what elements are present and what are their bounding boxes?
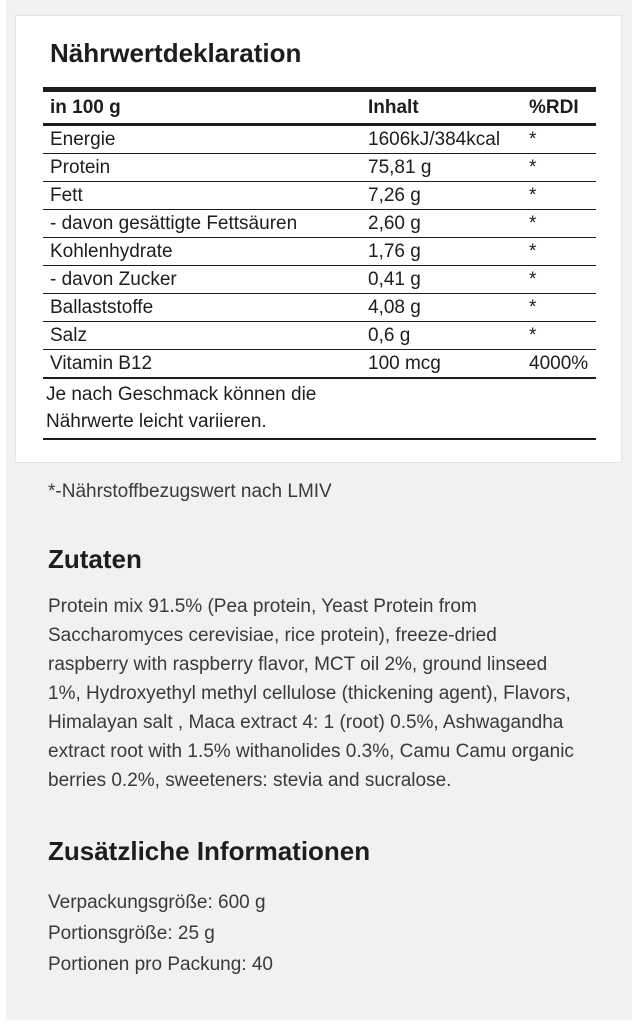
nutrient-rdi-cell: * (526, 125, 596, 154)
nutrient-label-cell: - davon gesättigte Fettsäuren (43, 210, 368, 238)
rdi-reference-note: *-Nährstoffbezugswert nach LMIV (48, 481, 332, 502)
nutrient-value-cell: 0,41 g (368, 266, 526, 294)
additional-info-list (48, 887, 577, 980)
nutrient-label-cell: Fett (43, 182, 368, 210)
additional-info-line: Portionsgröße: 25 g (48, 923, 215, 944)
nutrient-label-cell: Salz (43, 322, 368, 350)
table-row (43, 154, 596, 182)
nutrient-value-cell: 2,60 g (368, 210, 526, 238)
nutrient-rdi-cell: * (526, 266, 596, 294)
nutrient-value-cell: 0,6 g (368, 322, 526, 350)
nutrient-rdi-cell: * (526, 182, 596, 210)
nutrient-rdi-cell: * (526, 322, 596, 350)
nutrient-label-cell: Kohlenhydrate (43, 238, 368, 266)
nutrient-rdi-cell: * (526, 210, 596, 238)
nutrient-value-cell: 75,81 g (368, 154, 526, 182)
footnote-row (43, 378, 596, 439)
nutrition-table-header (43, 90, 596, 125)
table-row (43, 350, 596, 379)
nutrition-table (43, 87, 596, 440)
nutrient-label-cell: Protein (43, 154, 368, 182)
table-row (43, 238, 596, 266)
col-header-inhalt: Inhalt (368, 90, 526, 125)
ingredients-text: Protein mix 91.5% (Pea protein, Yeast Protein from Saccharomyces cerevisiae, rice protein), freeze-dried raspberry with raspberry flavor, MCT oil 2%, ground linseed 1%, Hydroxyethyl methyl cellulose (thickening agent), Flavors, Himalayan salt , Maca extract 4: 1 (root) 0.5%, Ashwagandha extract root with 1.5% withanolides 0.3%, Camu Camu organic berries 0.2%, sweeteners: stevia and sucralose. (48, 596, 574, 791)
nutrient-rdi-cell: * (526, 294, 596, 322)
table-row (43, 266, 596, 294)
nutrient-value-cell: 4,08 g (368, 294, 526, 322)
nutrient-label-cell: Energie (43, 125, 368, 154)
nutrition-declaration-card (15, 15, 622, 463)
table-row (43, 322, 596, 350)
col-header-per-100g: in 100 g (43, 90, 368, 125)
product-details-section (6, 0, 632, 1020)
nutrient-value-cell: 100 mcg (368, 350, 526, 379)
header-row (43, 90, 596, 125)
nutrition-declaration-title: Nährwertdeklaration (50, 38, 302, 68)
table-row (43, 210, 596, 238)
nutrient-label-cell: - davon Zucker (43, 266, 368, 294)
footnote-line: Je nach Geschmack können die (46, 384, 317, 405)
additional-info-line: Portionen pro Packung: 40 (48, 954, 273, 975)
additional-info-heading: Zusätzliche Informationen (48, 836, 371, 866)
table-row (43, 294, 596, 322)
nutrient-label-cell: Vitamin B12 (43, 350, 368, 379)
ingredients-heading: Zutaten (48, 544, 142, 574)
nutrient-label-cell: Ballaststoffe (43, 294, 368, 322)
nutrient-value-cell: 7,26 g (368, 182, 526, 210)
nutrient-rdi-cell: * (526, 154, 596, 182)
col-header-rdi: %RDI (526, 90, 596, 125)
table-row (43, 125, 596, 154)
nutrient-value-cell: 1606kJ/384kcal (368, 125, 526, 154)
nutrient-rdi-cell: 4000% (526, 350, 596, 379)
nutrient-value-cell: 1,76 g (368, 238, 526, 266)
table-row (43, 182, 596, 210)
additional-info-line: Verpackungsgröße: 600 g (48, 892, 266, 913)
nutrition-table-body (43, 125, 596, 379)
nutrient-rdi-cell: * (526, 238, 596, 266)
footnote-line: Nährwerte leicht variieren. (46, 411, 267, 432)
nutrition-table-footer (43, 378, 596, 439)
flavor-variation-note (43, 378, 596, 439)
